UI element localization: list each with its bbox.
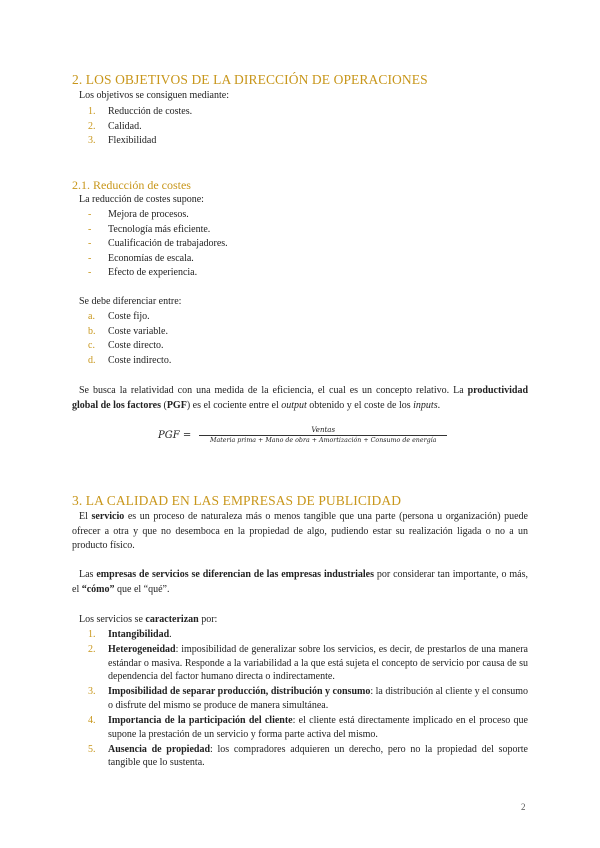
list-item: - Cualificación de trabajadores. — [88, 238, 228, 250]
service-companies-paragraph: Las empresas de servicios se diferencian de las empresas industriales por considerar tan importante, o más, el “cómo” que el “qué”. — [72, 569, 528, 595]
formula-numerator: Ventas — [311, 426, 336, 434]
page-number: 2 — [521, 802, 526, 812]
list-item: c. Coste directo. — [88, 340, 164, 352]
list-item: a. Coste fijo. — [88, 311, 150, 322]
list-item: 1. Reducción de costes. — [88, 106, 193, 117]
formula-fraction — [199, 426, 447, 444]
pgf-formula — [158, 426, 447, 444]
list-item: 1. Intangibilidad. — [88, 629, 172, 640]
list-item: 5. Ausencia de propiedad: los compradores adquieren un derecho, pero no la propiedad del soporte tangible que lo sustenta. — [88, 743, 528, 769]
list-item: - Efecto de experiencia. — [88, 267, 198, 279]
cost-reduction-list — [88, 208, 228, 281]
list-item: 2. Calidad. — [88, 120, 142, 132]
service-definition-paragraph: El servicio es un proceso de naturaleza más o menos tangible que una parte (persona u organización) puede ofrecer a otra y que no desemboca en la propiedad de algo, pudiendo estar su realización ligada o no a un producto físico. — [72, 511, 528, 552]
cost-types-list — [88, 310, 171, 368]
service-characteristics-list — [88, 628, 528, 771]
section-3-heading: 3. LA CALIDAD EN LAS EMPRESAS DE PUBLICIDAD — [72, 493, 402, 508]
cost-types-intro: Se debe diferenciar entre: — [79, 296, 182, 307]
list-item: b. Coste variable. — [88, 325, 168, 337]
section-2-heading: 2. LOS OBJETIVOS DE LA DIRECCIÓN DE OPERACIONES — [72, 72, 428, 87]
list-item: - Mejora de procesos. — [88, 209, 189, 220]
formula-denominator: Materia prima + Mano de obra + Amortización + Consumo de energía — [210, 437, 437, 444]
characteristics-intro: Los servicios se caracterizan por: — [79, 614, 218, 625]
section-2-intro: Los objetivos se consiguen mediante: — [79, 90, 229, 101]
objectives-list — [88, 105, 192, 149]
list-item: - Economías de escala. — [88, 252, 194, 264]
list-item: 3. Flexibilidad — [88, 135, 157, 147]
formula-lhs: PGF = — [158, 429, 192, 441]
list-item: 3. Imposibilidad de separar producción, distribución y consumo: la distribución al cliente y el consumo o disfrute del mismo se produce de manera simultánea. — [88, 686, 528, 711]
list-item: 4. Importancia de la participación del cliente: el cliente está directamente implicado en el proceso que supone la prestación de un servicio y forma parte activa del mismo. — [88, 715, 528, 740]
section-2-1-heading: 2.1. Reducción de costes — [72, 178, 191, 192]
list-item: 2. Heterogeneidad: imposibilidad de generalizar sobre los servicios, es decir, de prestarlos de una manera estándar o masiva. Responde a la variabilidad a la que está sujeta el concepto de servicio por causa de su dependencia del factor humano directa o indirectamente. — [88, 644, 528, 683]
pgf-paragraph: Se busca la relatividad con una medida de la eficiencia, el cual es un concepto relativo. La productividad global de los factores (PGF) es el cociente entre el output obtenido y el coste de los inputs. — [72, 385, 528, 411]
list-item: d. Coste indirecto. — [88, 354, 172, 366]
list-item: - Tecnología más eficiente. — [88, 223, 211, 235]
section-2-1-intro: La reducción de costes supone: — [79, 194, 204, 205]
